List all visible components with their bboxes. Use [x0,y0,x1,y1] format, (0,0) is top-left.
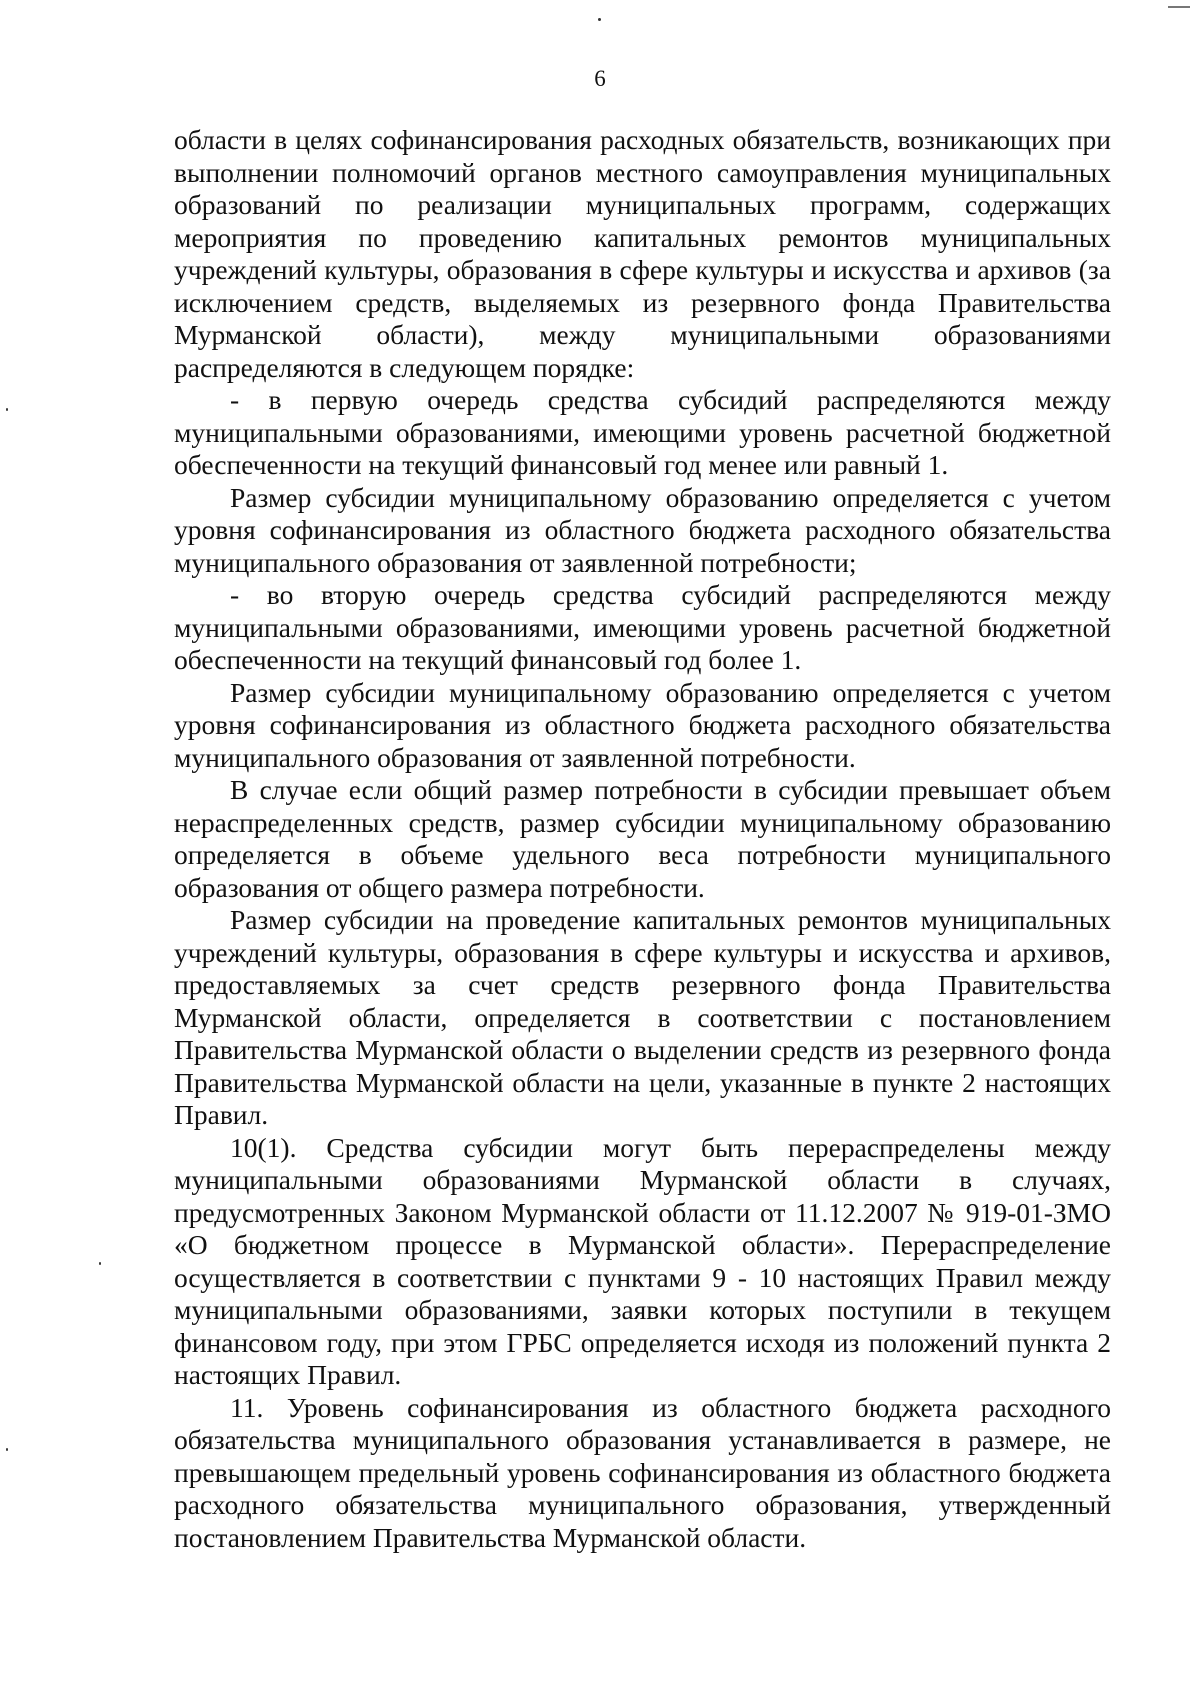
paragraph-10-1: 10(1). Средства субсидии могут быть перераспределены между муниципальными образованиями Мурманской области в случаях, предусмотренных Законом Мурманской области от 11.12.2007 № 919-01-ЗМО «О бюджетном процессе в Мурманской области». Перераспределение осуществляется в соответствии с пунктами 9 - 10 настоящих Правил между муниципальными образованиями, заявки которых поступили в текущем финансовом году, при этом ГРБС определяется исходя из положений пункта 2 настоящих Правил. [174,1131,1111,1390]
scan-speck [99,1262,101,1265]
paragraph-subsidy-size-1: Размер субсидии муниципальному образованию определяется с учетом уровня софинансирования из областного бюджета расходного обязательства муниципального образования от заявленной потребности; [174,481,1111,578]
paragraph-first-priority: - в первую очередь средства субсидий распределяются между муниципальными образованиями, имеющими уровень расчетной бюджетной обеспеченности на текущий финансовый год менее или равный 1. [174,384,1111,480]
paragraph-11: 11. Уровень софинансирования из областного бюджета расходного обязательства муниципального образования устанавливается в размере, не превышающем предельный уровень софинансирования из областного бюджета расходного обязательства муниципального образования, утвержденный постановлением Правительства Мурманской области. [174,1391,1111,1553]
paragraph-second-priority: - во вторую очередь средства субсидий распределяются между муниципальными образованиями, имеющими уровень расчетной бюджетной обеспеченности на текущий финансовый год более 1. [174,579,1111,675]
scan-edge-mark [1168,6,1190,8]
paragraph-subsidy-size-2: Размер субсидии муниципальному образованию определяется с учетом уровня софинансирования из областного бюджета расходного обязательства муниципального образования от заявленной потребности. [174,676,1111,773]
paragraph-excess-demand: В случае если общий размер потребности в субсидии превышает объем нераспределенных средств, размер субсидии муниципальному образованию определяется в объеме удельного веса потребности муниципального образования от общего размера потребности. [174,774,1111,903]
paragraph-reserve-fund: Размер субсидии на проведение капитальных ремонтов муниципальных учреждений культуры, образования в сфере культуры и искусства и архивов, предоставляемых за счет средств резервного фонда Правительства Мурманской области, определяется в соответствии с постановлением Правительства Мурманской области о выделении средств из резервного фонда Правительства Мурманской области на цели, указанные в пункте 2 настоящих Правил. [174,904,1111,1130]
scan-speck [6,1448,8,1451]
scan-speck [598,18,601,21]
scan-speck [6,408,8,411]
page-number: 6 [594,66,606,91]
paragraph-continuation: области в целях софинансирования расходных обязательств, возникающих при выполнении полномочий органов местного самоуправления муниципальных образований по реализации муниципальных программ, содержащих мероприятия по проведению капитальных ремонтов муниципальных учреждений культуры, образования в сфере культуры и искусства и архивов (за исключением средств, выделяемых из резервного фонда Правительства Мурманской области), между муниципальными образованиями распределяются в следующем порядке: [174,124,1111,383]
document-body [174,124,1111,1554]
